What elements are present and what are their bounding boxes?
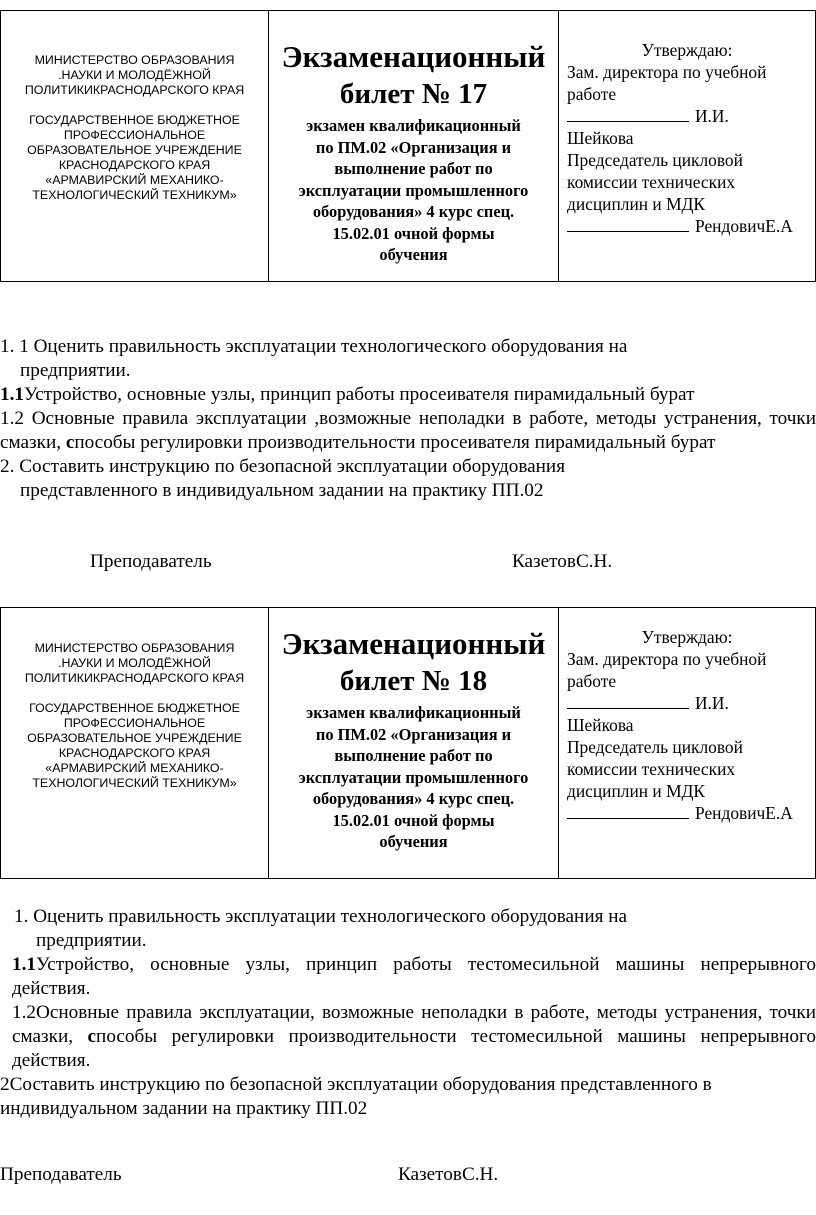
ticket-title-cell (269, 11, 559, 281)
ministry-line: .НАУКИ И МОЛОДЁЖНОЙ (58, 68, 211, 82)
chair-signature: РендовичЕ.А (567, 215, 807, 237)
institution-line: ОБРАЗОВАТЕЛЬНОЕ УЧРЕЖДЕНИЕ (27, 731, 242, 745)
institution-line: «АРМАВИРСКИЙ МЕХАНИКО- (45, 761, 224, 775)
ministry-line: МИНИСТЕРСТВО ОБРАЗОВАНИЯ (34, 53, 235, 67)
ticket-title-cell (269, 608, 559, 878)
institution-line: ТЕХНОЛОГИЧЕСКИЙ ТЕХНИКУМ» (32, 188, 237, 202)
approval-cell (559, 608, 815, 878)
deputy-line: Зам. директора по учебной (567, 649, 767, 669)
deputy-line: работе (567, 671, 617, 691)
exam-line: эксплуатации промышленного (298, 180, 529, 200)
ticket-number: билет № 18 (339, 665, 488, 697)
chair-line: Председатель цикловой (567, 737, 743, 757)
teacher-label: Преподаватель (0, 1164, 122, 1185)
chair-line: дисциплин и МДК (567, 194, 706, 214)
question-1: 1. Оценить правильность эксплуатации технологического оборудования на предприятии. (14, 906, 627, 951)
exam-line: выполнение работ по (334, 159, 493, 178)
chair-line: дисциплин и МДК (567, 781, 706, 801)
question-1: 1. 1 Оценить правильность эксплуатации технологического оборудования на предприятии. (0, 336, 628, 381)
ministry-line: ПОЛИТИКИКРАСНОДАРСКОГО КРАЯ (24, 83, 245, 97)
deputy-line: Зам. директора по учебной (567, 62, 767, 82)
exam-line: 15.02.01 очной формы (332, 810, 495, 830)
ticket-18-header-table (0, 607, 816, 879)
exam-line: оборудования» 4 курс спец. (312, 789, 515, 808)
chair-signature: РендовичЕ.А (567, 802, 807, 824)
deputy-line: работе (567, 84, 617, 104)
teacher-label: Преподаватель (90, 551, 212, 572)
institution-line: ТЕХНОЛОГИЧЕСКИЙ ТЕХНИКУМ» (32, 776, 237, 790)
institution-line: ГОСУДАРСТВЕННОЕ БЮДЖЕТНОЕ (29, 701, 240, 715)
deputy-signature: И.И. (567, 105, 807, 127)
approval-cell (559, 11, 815, 281)
approve-label: Утверждаю: (641, 40, 733, 60)
signature-line (567, 106, 689, 122)
ticket-title: Экзаменационный (281, 39, 546, 74)
deputy-signature: И.И. (567, 692, 807, 714)
exam-line: экзамен квалификационный (306, 703, 521, 722)
exam-line: обучения (379, 832, 448, 851)
teacher-name: КазетовС.Н. (512, 551, 613, 572)
institution-line: ПРОФЕССИОНАЛЬНОЕ (63, 716, 206, 730)
ticket-number: билет № 17 (339, 78, 488, 110)
ministry-line: МИНИСТЕРСТВО ОБРАЗОВАНИЯ (34, 641, 235, 655)
ministry-line: .НАУКИ И МОЛОДЁЖНОЙ (58, 656, 211, 670)
question-1-1: 1.1Устройство, основные узлы, принцип работы тестомесильной машины непрерывного действия. (12, 954, 816, 999)
institution-cell (1, 608, 269, 878)
chair-line: комиссии технических (567, 759, 736, 779)
institution-line: КРАСНОДАРСКОГО КРАЯ (58, 746, 211, 760)
ticket-title: Экзаменационный (281, 626, 546, 661)
institution-cell (1, 11, 269, 281)
exam-line: оборудования» 4 курс спец. (312, 202, 515, 221)
chair-line: Председатель цикловой (567, 150, 743, 170)
chair-line: комиссии технических (567, 172, 736, 192)
signature-line (567, 693, 689, 709)
institution-line: ПРОФЕССИОНАЛЬНОЕ (63, 128, 206, 142)
question-2: 2. Составить инструкцию по безопасной эксплуатации оборудования представленного в индивидуальном задании на практику ПП.02 (0, 456, 566, 501)
ticket-17-questions (0, 335, 816, 503)
ministry-line: ПОЛИТИКИКРАСНОДАРСКОГО КРАЯ (24, 671, 245, 685)
institution-line: ОБРАЗОВАТЕЛЬНОЕ УЧРЕЖДЕНИЕ (27, 143, 242, 157)
exam-line: обучения (379, 245, 448, 264)
institution-line: ГОСУДАРСТВЕННОЕ БЮДЖЕТНОЕ (29, 113, 240, 127)
question-1-2: 1.2 Основные правила эксплуатации ,возможные неполадки в работе, методы устранения, точки смазки, способы регулировки производительности просеивателя пирамидальный бурат (0, 408, 816, 453)
question-2: 2Составить инструкцию по безопасной эксплуатации оборудования представленного в индивидуальном задании на практику ПП.02 (0, 1074, 712, 1119)
question-1-2: 1.2Основные правила эксплуатации, возможные неполадки в работе, методы устранения, точки смазки, способы регулировки производительности тестомесильной машины непрерывного действия. (12, 1002, 816, 1071)
exam-line: по ПМ.02 «Организация и (315, 724, 512, 744)
teacher-name: КазетовС.Н. (398, 1164, 499, 1185)
ticket-18-questions (0, 905, 816, 1121)
exam-line: выполнение работ по (334, 746, 493, 765)
deputy-name: Шейкова (567, 128, 634, 148)
exam-line: эксплуатации промышленного (298, 767, 529, 787)
signature-line (567, 803, 689, 819)
deputy-name: Шейкова (567, 715, 634, 735)
institution-line: «АРМАВИРСКИЙ МЕХАНИКО- (45, 173, 224, 187)
signature-line (567, 216, 689, 232)
exam-line: экзамен квалификационный (306, 116, 521, 135)
institution-line: КРАСНОДАРСКОГО КРАЯ (58, 158, 211, 172)
approve-label: Утверждаю: (641, 627, 733, 647)
exam-line: по ПМ.02 «Организация и (315, 137, 512, 157)
exam-line: 15.02.01 очной формы (332, 223, 495, 243)
question-1-1: 1.1Устройство, основные узлы, принцип работы просеивателя пирамидальный бурат (0, 384, 695, 405)
ticket-17-header-table (0, 10, 816, 282)
